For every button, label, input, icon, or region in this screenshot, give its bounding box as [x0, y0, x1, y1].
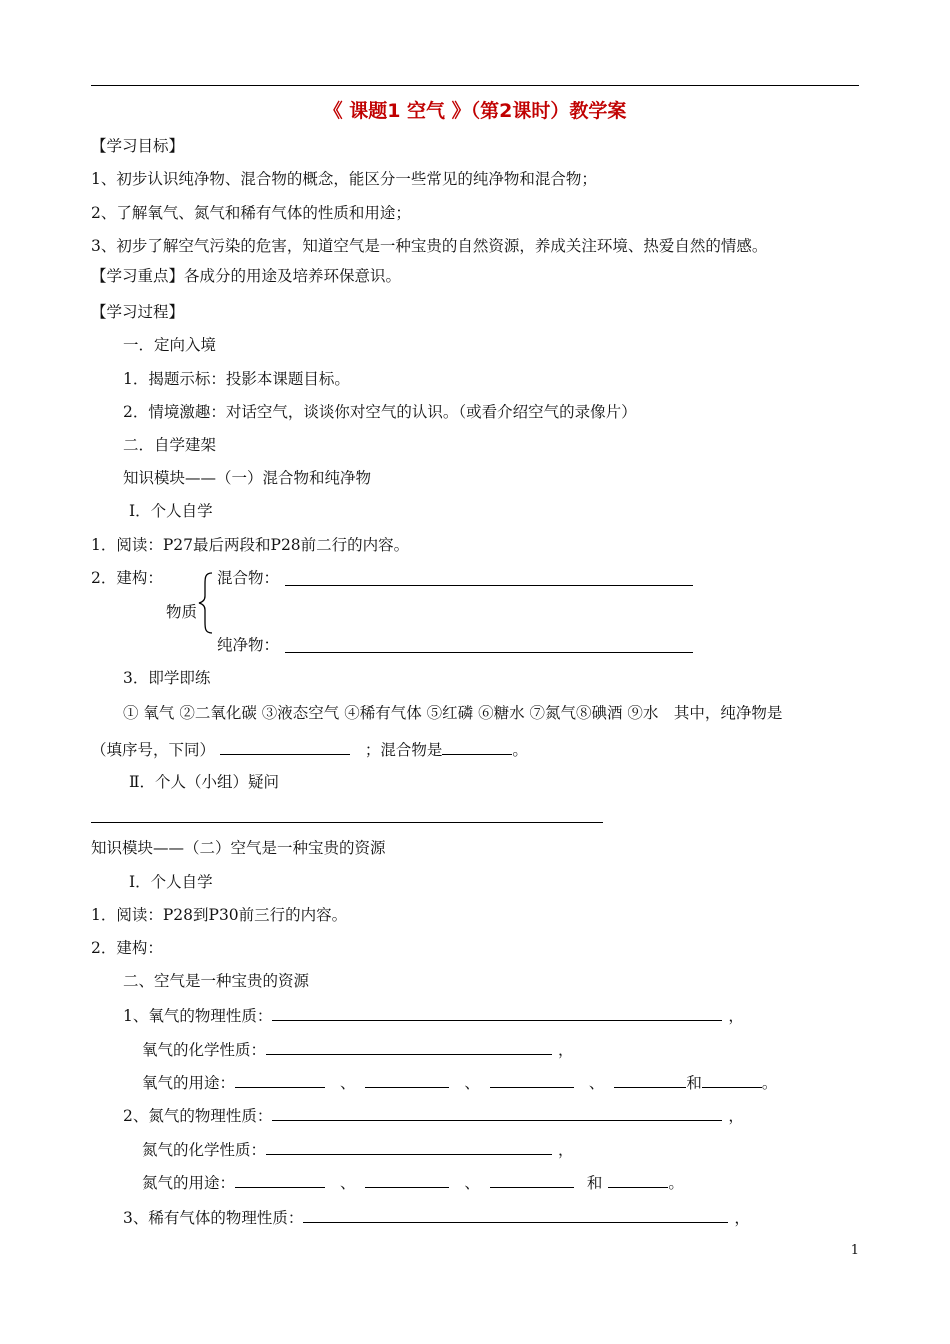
comma: ，	[734, 1209, 750, 1227]
module-1-self-study: Ⅰ．个人自学	[129, 502, 213, 520]
module-2-reading: 1．阅读：P28到P30前三行的内容。	[91, 906, 348, 924]
and: 和	[586, 1174, 603, 1192]
module-2-subheading: 二、空气是一种宝贵的资源	[123, 972, 310, 990]
rare-gas-physical-blank[interactable]	[303, 1207, 728, 1223]
period: 。	[761, 1074, 778, 1092]
matter-label: 物质	[166, 603, 198, 621]
nitrogen-physical-blank[interactable]	[272, 1105, 722, 1121]
objective-2: 2、了解氧气、氮气和稀有气体的性质和用途；	[91, 204, 411, 222]
practice-fill-end: 。	[512, 741, 528, 759]
section-2: 二．自学建架	[123, 436, 217, 454]
separator: 、	[339, 1074, 356, 1092]
mixture-answer-blank[interactable]	[442, 739, 512, 755]
period: 。	[668, 1174, 684, 1192]
objectives-heading: 【学习目标】	[91, 137, 185, 155]
oxygen-use-blank-4[interactable]	[614, 1072, 686, 1088]
nitrogen-physical-label: 2、氮气的物理性质：	[123, 1107, 273, 1125]
oxygen-uses	[142, 1072, 777, 1093]
separator: 、	[464, 1174, 480, 1192]
pure-answer-line[interactable]	[285, 652, 693, 653]
module-1-build: 2．建构：	[91, 569, 163, 587]
oxygen-use-blank-1[interactable]	[235, 1072, 325, 1088]
pure-label: 纯净物：	[217, 636, 280, 654]
and: 和	[686, 1074, 702, 1092]
group-question: Ⅱ．个人（小组）疑问	[129, 773, 280, 791]
separator: 、	[339, 1174, 356, 1192]
comma: ，	[728, 1007, 744, 1025]
comma: ，	[558, 1041, 574, 1059]
section-1-item-2: 2．情境激趣：对话空气，谈谈你对空气的认识。（或看介绍空气的录像片）	[123, 403, 637, 421]
practice-items: ① 氧气 ②二氧化碳 ③液态空气 ④稀有气体 ⑤红磷 ⑥糖水 ⑦氮气⑧碘酒 ⑨水 其中，纯净物是	[123, 704, 783, 722]
section-1-item-1: 1．揭题示标：投影本课题目标。	[123, 370, 350, 388]
nitrogen-use-blank-4[interactable]	[608, 1172, 668, 1188]
rare-gas-physical	[123, 1207, 750, 1228]
nitrogen-uses-label: 氮气的用途：	[142, 1174, 236, 1192]
module-2-self-study: Ⅰ．个人自学	[129, 873, 213, 891]
nitrogen-physical	[123, 1105, 744, 1126]
mixture-label: 混合物：	[217, 569, 280, 587]
oxygen-chemical-blank[interactable]	[266, 1039, 552, 1055]
nitrogen-use-blank-3[interactable]	[490, 1172, 574, 1188]
comma: ，	[728, 1107, 744, 1125]
rare-gas-physical-label: 3、稀有气体的物理性质：	[123, 1209, 304, 1227]
mixture-answer-line[interactable]	[285, 585, 693, 586]
pure-answer-blank[interactable]	[220, 739, 350, 755]
oxygen-use-blank-2[interactable]	[365, 1072, 449, 1088]
nitrogen-use-blank-1[interactable]	[235, 1172, 325, 1188]
oxygen-chemical-label: 氧气的化学性质：	[142, 1041, 267, 1059]
practice-fill-line	[91, 739, 528, 760]
curly-brace-icon	[198, 572, 214, 634]
header-rule	[91, 85, 859, 86]
nitrogen-use-blank-2[interactable]	[365, 1172, 449, 1188]
objective-3: 3、初步了解空气污染的危害，知道空气是一种宝贵的自然资源，养成关注环境、热爱自然的情感。	[91, 237, 768, 255]
practice-fill-mixture: ；混合物是	[364, 741, 443, 759]
module-1-title: 知识模块——（一）混合物和纯净物	[123, 469, 372, 487]
nitrogen-chemical-blank[interactable]	[266, 1139, 552, 1155]
separator: 、	[464, 1074, 480, 1092]
key-point: 【学习重点】各成分的用途及培养环保意识。	[91, 267, 402, 285]
oxygen-physical-label: 1、氧气的物理性质：	[123, 1007, 273, 1025]
module-2-title: 知识模块——（二）空气是一种宝贵的资源	[91, 839, 386, 857]
separator: 、	[588, 1074, 605, 1092]
oxygen-physical-blank[interactable]	[272, 1005, 722, 1021]
objective-1: 1、初步认识纯净物、混合物的概念，能区分一些常见的纯净物和混合物；	[91, 170, 597, 188]
practice-heading: 3．即学即练	[123, 669, 211, 687]
practice-fill-prefix: （填序号，下同）	[91, 741, 216, 759]
process-heading: 【学习过程】	[91, 303, 185, 321]
oxygen-use-blank-3[interactable]	[490, 1072, 574, 1088]
page-number: 1	[850, 1243, 859, 1258]
oxygen-use-blank-5[interactable]	[702, 1072, 762, 1088]
oxygen-uses-label: 氧气的用途：	[142, 1074, 236, 1092]
section-1: 一．定向入境	[123, 336, 217, 354]
nitrogen-chemical	[142, 1139, 574, 1160]
nitrogen-uses	[142, 1172, 684, 1193]
comma: ，	[558, 1141, 574, 1159]
module-2-build: 2．建构：	[91, 939, 163, 957]
page-title: 《 课题1 空气 》（第2课时）教学案	[323, 100, 627, 122]
nitrogen-chemical-label: 氮气的化学性质：	[142, 1141, 267, 1159]
oxygen-chemical	[142, 1039, 574, 1060]
oxygen-physical	[123, 1005, 744, 1026]
question-answer-line[interactable]	[91, 822, 603, 823]
module-1-reading: 1．阅读：P27最后两段和P28前二行的内容。	[91, 536, 410, 554]
